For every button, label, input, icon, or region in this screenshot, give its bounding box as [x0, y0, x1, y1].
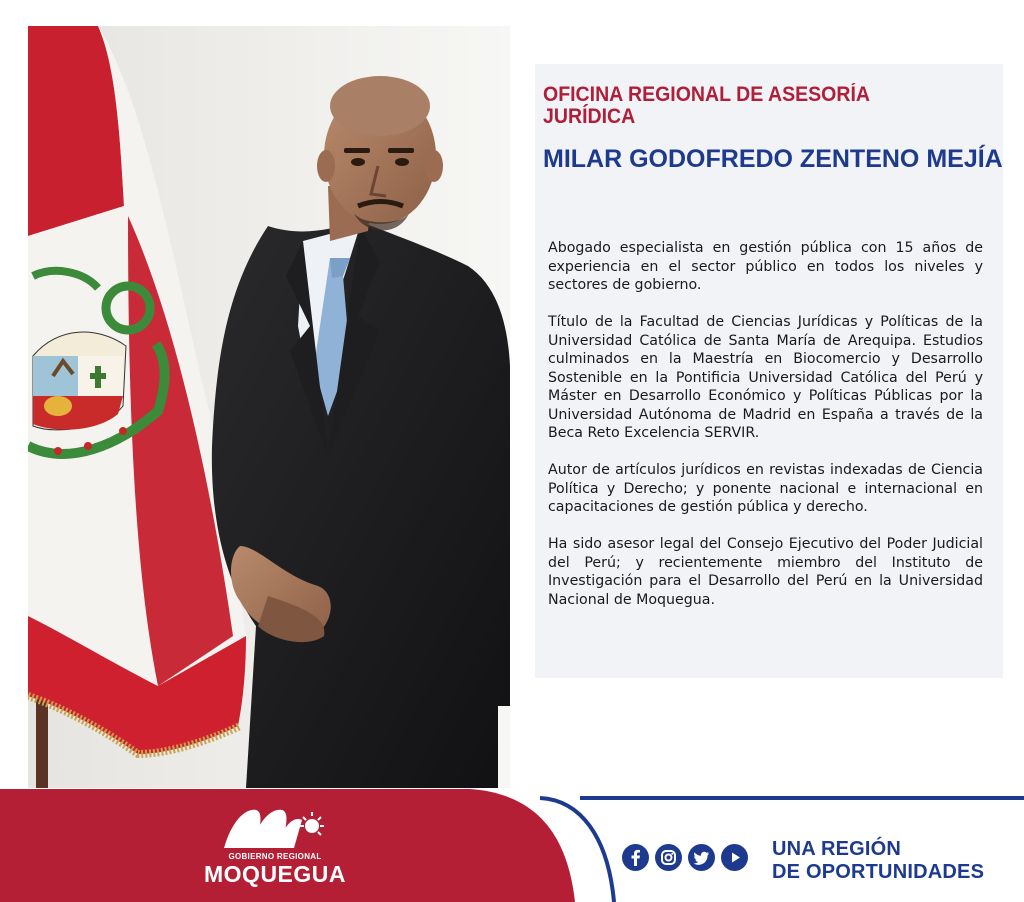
bio-paragraph: Autor de artículos jurídicos en revistas indexadas de Ciencia Política y Derecho; y ponente nacional e internacional en capacitaciones de gestión pública y derecho.	[548, 462, 983, 515]
office-title: OFICINA REGIONAL DE ASESORÍA JURÍDICA	[543, 83, 870, 128]
social-icons	[622, 844, 748, 871]
slogan-line-2: DE OPORTUNIDADES	[772, 861, 985, 883]
portrait-illustration	[28, 26, 510, 788]
logo-caption-small: GOBIERNO REGIONAL	[228, 852, 322, 861]
bio-paragraph: Título de la Facultad de Ciencias Jurídicas y Políticas de la Universidad Católica de Santa María de Arequipa. Estudios culminados en la Maestría en Biocomercio y Desarrollo Sostenible en la Pontificia Universidad Católica del Perú y Máster en Desarrollo Económico y Políticas Públicas por la Universidad Autónoma de Madrid en España a través de la Beca Reto Excelencia SERVIR.	[548, 314, 983, 441]
bio-paragraph: Abogado especialista en gestión pública con 15 años de experiencia en el sector público en todos los niveles y sectores de gobierno.	[548, 240, 983, 293]
logo-caption-big: MOQUEGUA	[204, 861, 346, 887]
facebook-icon[interactable]	[622, 844, 649, 871]
bio-paragraph: Ha sido asesor legal del Consejo Ejecutivo del Poder Judicial del Perú; y recientemente miembro del Instituto de Investigación para el Desarrollo del Perú en la Universidad Nacional de Moquegua.	[548, 536, 983, 608]
person-name: MILAR GODOFREDO ZENTENO MEJÍA	[543, 145, 1003, 173]
moquegua-logo-icon	[214, 800, 340, 852]
instagram-icon[interactable]	[655, 844, 682, 871]
portrait-photo	[28, 26, 510, 788]
twitter-icon[interactable]	[688, 844, 715, 871]
slogan-line-1: UNA REGIÓN	[772, 838, 902, 860]
bio-card	[535, 64, 1003, 678]
bio-text	[548, 239, 983, 628]
slogan	[772, 838, 1012, 884]
youtube-icon[interactable]	[721, 844, 748, 871]
